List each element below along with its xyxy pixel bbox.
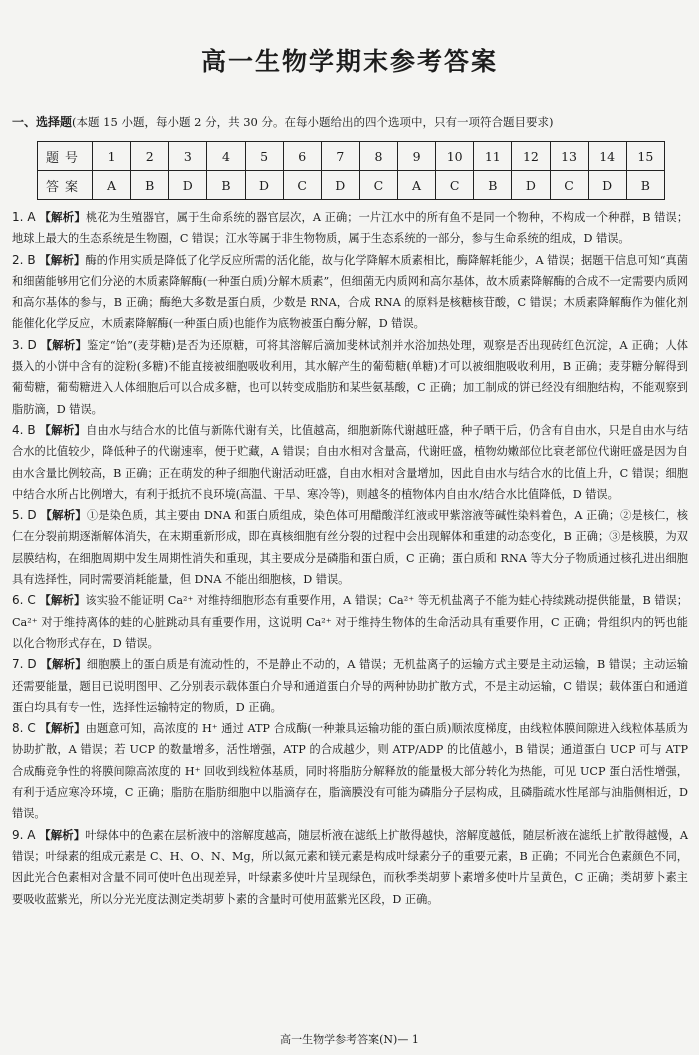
question-number-cell: 14 bbox=[588, 142, 626, 171]
analysis-tag: 【解析】 bbox=[40, 657, 87, 672]
question-number-cell: 12 bbox=[512, 142, 550, 171]
explanation-item bbox=[12, 825, 688, 910]
answer-cell: A bbox=[398, 171, 436, 200]
answer-cell: C bbox=[283, 171, 321, 200]
answer-cell: B bbox=[207, 171, 245, 200]
question-number-cell: 10 bbox=[436, 142, 474, 171]
analysis-tag: 【解析】 bbox=[39, 422, 87, 437]
explanation-item bbox=[12, 250, 688, 335]
answer-cell: D bbox=[588, 171, 626, 200]
item-number-answer: 3. D bbox=[12, 337, 37, 352]
explanation-text: 叶绿体中的色素在层析液中的溶解度越高，随层析液在滤纸上扩散得越快，溶解度越低，随层析液在滤纸上扩散得越慢，A 错误；叶绿素的组成元素是 C、H、O、N、Mg，所以氮元素和镁元素是构成叶绿素分子的重要元素，B 正确；不同光合色素颜色不同，因此光合色素相对含量不同可使叶色出现差异，叶绿素多使叶片呈现绿色，而秋季类胡萝卜素增多使叶片呈黄色，C 正确；类胡萝卜素主要吸收蓝紫光，所以分光光度法测定类胡萝卜素的含量时可使用蓝紫光区段，D 正确。 bbox=[12, 828, 688, 906]
item-number-answer: 8. C bbox=[12, 721, 36, 736]
question-number-row bbox=[38, 142, 665, 171]
analysis-tag: 【解析】 bbox=[39, 721, 86, 736]
section-heading bbox=[12, 113, 692, 130]
analysis-tag: 【解析】 bbox=[40, 508, 87, 523]
question-number-cell: 13 bbox=[550, 142, 588, 171]
section-label: 一、选择题 bbox=[12, 115, 73, 129]
question-number-cell: 7 bbox=[321, 142, 359, 171]
answer-cell: B bbox=[626, 171, 664, 200]
item-number-answer: 2. B bbox=[12, 252, 36, 267]
question-number-cell: 15 bbox=[626, 142, 664, 171]
question-number-cell: 9 bbox=[398, 142, 436, 171]
explanation-text: 鉴定“饴”(麦芽糖)是否为还原糖，可将其溶解后滴加斐林试剂并水浴加热处理，观察是否出现砖红色沉淀，A 正确；人体摄入的小饼中含有的淀粉(多糖)不能直接被细胞吸收利用，其水解产生的葡萄糖(单糖)才可以被细胞吸收利用，B 正确；麦芽糖分解得到葡萄糖，葡萄糖进入人体细胞后可以合成多糖，也可以转变成脂肪和某些氨基酸，C 正确；加工制成的饼已经没有细胞结构，不能观察到脂肪滴，D 错误。 bbox=[12, 338, 688, 416]
explanation-text: 自由水与结合水的比值与新陈代谢有关，比值越高，细胞新陈代谢越旺盛，种子晒干后，仍含有自由水，只是自由水与结合水的比值较少，降低种子的代谢速率，便于贮藏，A 错误；自由水相对含量高，代谢旺盛，植物幼嫩部位比衰老部位代谢旺盛是因为自由水含量比例较高，B 正确；正在萌发的种子细胞代谢活动旺盛，自由水相对含量增加，因此自由水与结合水的比值上升，C 错误；细胞中结合水所占比例增大，有利于抵抗不良环境(高温、干旱、寒冷等)，则越冬的植物体内自由水/结合水比值降低，D 错误。 bbox=[12, 423, 689, 501]
analysis-tag: 【解析】 bbox=[39, 827, 86, 842]
explanation-text: ①是染色质，其主要由 DNA 和蛋白质组成，染色体可用醋酸洋红液或甲紫溶液等碱性染料着色，A 正确；②是核仁，核仁在分裂前期逐渐解体消失，在末期重新形成，即在真核细胞有丝分裂的过程中会出现解体和重建的动态变化，B 正确；③是核膜，为双层膜结构，在细胞周期中发生周期性消失和重现，其主要成分是磷脂和蛋白质，C 正确；蛋白质和 RNA 等大分子物质通过核孔进出细胞具有选择性，同时需要消耗能量，但 DNA 不能出细胞核，D 错误。 bbox=[12, 509, 688, 587]
explanation-text: 桃花为生殖器官，属于生命系统的器官层次，A 正确；一片江水中的所有鱼不是同一个物种，不构成一个种群，B 错误；地球上最大的生态系统是生物圈，C 错误；江水等属于非生物物质，属于生态系统的一部分，参与生命系统的组成，D 错误。 bbox=[12, 211, 689, 246]
explanation-item bbox=[12, 420, 688, 505]
question-number-cell: 8 bbox=[359, 142, 397, 171]
item-number-answer: 6. C bbox=[12, 593, 36, 608]
explanation-item bbox=[12, 718, 688, 824]
answer-cell: A bbox=[93, 171, 131, 200]
explanation-text: 细胞膜上的蛋白质是有流动性的，不是静止不动的，A 错误；无机盐离子的运输方式主要是主动运输，B 错误；主动运输还需要能量，题目已说明图甲、乙分别表示载体蛋白介导和通道蛋白介导的两种协助扩散方式，不是主动运输，C 错误；载体蛋白和通道蛋白均具有专一性，选择性运输特定的物质，D 正确。 bbox=[12, 658, 689, 714]
analysis-tag: 【解析】 bbox=[39, 593, 86, 608]
analysis-tag: 【解析】 bbox=[40, 337, 88, 352]
explanation-item bbox=[12, 207, 688, 250]
answer-cell: B bbox=[131, 171, 169, 200]
section-description: (本题 15 小题，每小题 2 分，共 30 分。在每小题给出的四个选项中，只有一项符合题目要求) bbox=[72, 115, 554, 129]
question-number-cell: 2 bbox=[131, 142, 169, 171]
explanation-item bbox=[12, 335, 688, 420]
explanation-item bbox=[12, 654, 688, 718]
explanation-text: 由题意可知，高浓度的 H⁺ 通过 ATP 合成酶(一种兼具运输功能的蛋白质)顺浓度梯度，由线粒体膜间隙进入线粒体基质为协助扩散，A 错误；若 UCP 的数量增多，活性增强，ATP 的合成越少，则 ATP/ADP 的比值越小，B 错误；通道蛋白 UCP 可与 ATP 合成酶竞争性的将膜间隙高浓度的 H⁺ 回收到线粒体基质，同时将脂肪分解释放的能量极大部分转化为热能，可见 UCP 蛋白活性增强，有利于适应寒冷环境，C 正确；脂肪在脂肪细胞中以脂滴存在，脂滴膜没有可能为磷脂分子层构成，且磷脂疏水性尾部与油脂侧相近，D 错误。 bbox=[12, 722, 689, 821]
row-label-answer: 答案 bbox=[38, 171, 93, 200]
page-footer: 高一生物学参考答案(N)— 1 bbox=[280, 1033, 419, 1046]
item-number-answer: 5. D bbox=[12, 508, 37, 523]
answer-table bbox=[37, 141, 665, 200]
item-number-answer: 9. A bbox=[12, 827, 36, 842]
question-number-cell: 4 bbox=[207, 142, 245, 171]
explanation-list bbox=[12, 207, 688, 910]
page-title: 高一生物学期末参考答案 bbox=[200, 47, 498, 76]
answer-cell: D bbox=[512, 171, 550, 200]
answer-cell: C bbox=[436, 171, 474, 200]
explanation-text: 酶的作用实质是降低了化学反应所需的活化能，故与化学降解木质素相比，酶降解耗能少，A 错误；据题干信息可知“真菌和细菌能够用它们分泌的木质素降解酶(一种蛋白质)分解木质素”，但细菌无内质网和高尔基体，故木质素降解酶的合成不一定需要内质网和高尔基体的参与，B 正确；酶绝大多数是蛋白质，少数是 RNA，合成 RNA 的原料是核糖核苷酸，C 错误；木质素降解酶作为催化剂能催化化学反应，木质素降解酶(一种蛋白质)也能作为底物被蛋白酶分解，D 错误。 bbox=[12, 253, 688, 331]
answer-cell: D bbox=[245, 171, 283, 200]
answer-cell: C bbox=[550, 171, 588, 200]
question-number-cell: 1 bbox=[93, 142, 131, 171]
answer-row bbox=[38, 171, 665, 200]
analysis-tag: 【解析】 bbox=[39, 252, 86, 267]
answer-cell: D bbox=[169, 171, 207, 200]
question-number-cell: 11 bbox=[474, 142, 512, 171]
row-label-question: 题号 bbox=[38, 142, 93, 171]
explanation-item bbox=[12, 590, 688, 654]
analysis-tag: 【解析】 bbox=[39, 210, 86, 224]
question-number-cell: 3 bbox=[169, 142, 207, 171]
item-number-answer: 1. A bbox=[12, 210, 36, 224]
item-number-answer: 4. B bbox=[12, 422, 36, 437]
answer-cell: C bbox=[359, 171, 397, 200]
answer-cell: D bbox=[321, 171, 359, 200]
item-number-answer: 7. D bbox=[12, 657, 37, 672]
explanation-text: 该实验不能证明 Ca²⁺ 对维持细胞形态有重要作用，A 错误；Ca²⁺ 等无机盐离子不能为蛙心持续跳动提供能量，B 错误；Ca²⁺ 对于维持离体的蛙的心脏跳动具有重要作用，这说明 Ca²⁺ 对于维持生物体的生命活动具有重要作用，C 正确；骨组织内的钙也能以化合物形式存在，D 错误。 bbox=[12, 594, 688, 650]
question-number-cell: 6 bbox=[283, 142, 321, 171]
answer-cell: B bbox=[474, 171, 512, 200]
question-number-cell: 5 bbox=[245, 142, 283, 171]
explanation-item bbox=[12, 505, 688, 590]
